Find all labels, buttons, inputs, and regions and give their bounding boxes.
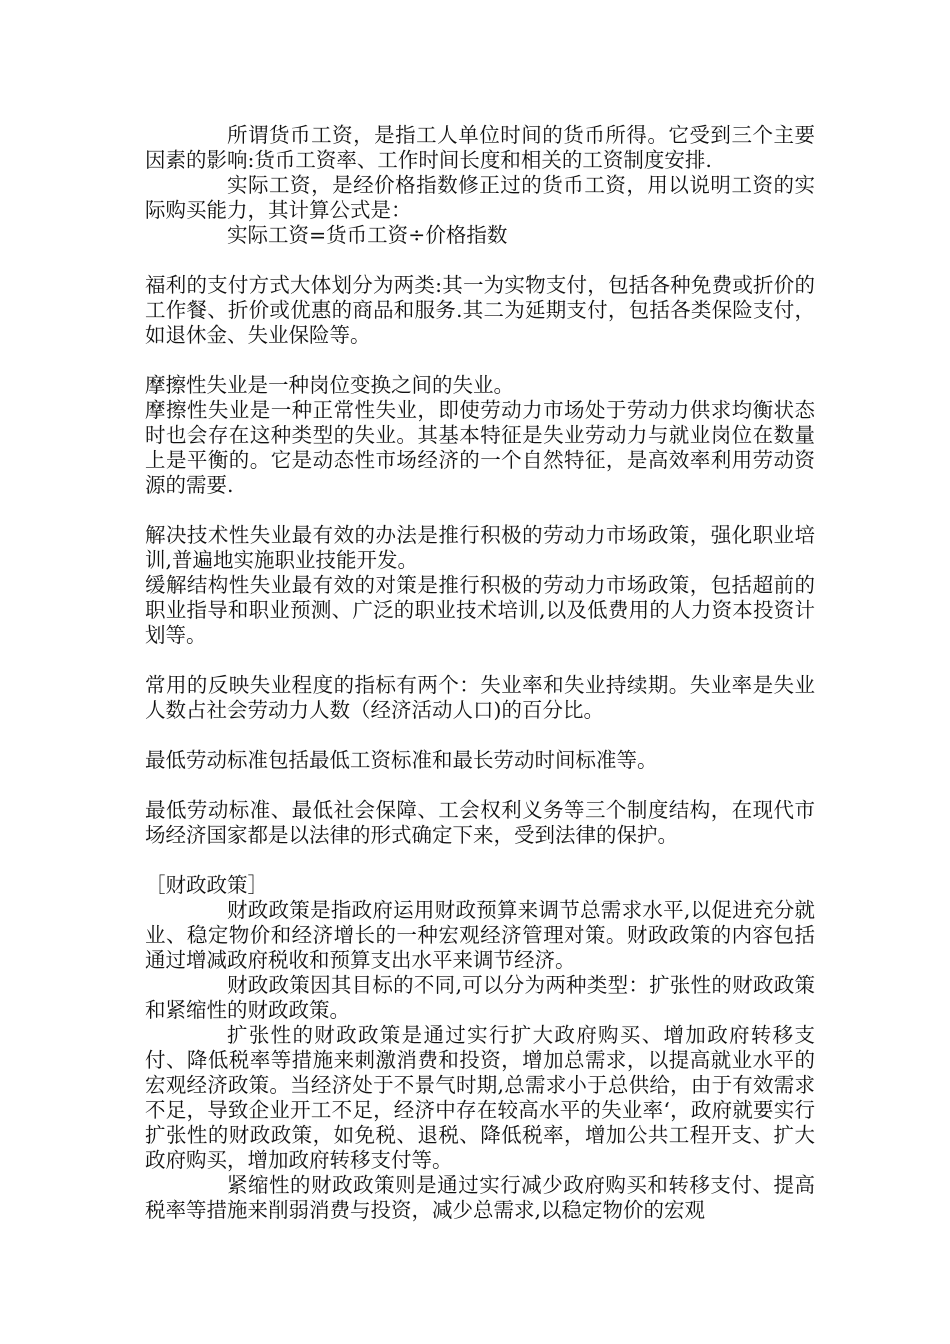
blank-line [145,248,815,273]
blank-line [145,648,815,673]
paragraph-real-wage: 实际工资，是经价格指数修正过的货币工资，用以说明工资的实际购买能力，其计算公式是： [145,173,815,222]
blank-line [145,498,815,523]
paragraph-structural-unemployment: 缓解结构性失业最有效的对策是推行积极的劳动力市场政策，包括超前的职业指导和职业预测、广泛的职业技术培训,以及低费用的人力资本投资计划等。 [145,573,815,647]
paragraph-technical-unemployment: 解决技术性失业最有效的办法是推行积极的劳动力市场政策，强化职业培训,普遍地实施职业技能开发。 [145,523,815,572]
paragraph-expansionary-fiscal-policy: 扩张性的财政政策是通过实行扩大政府购买、增加政府转移支付、降低税率等措施来刺激消费和投资，增加总需求，以提高就业水平的宏观经济政策。当经济处于不景气时期,总需求小于总供给，由于有效需求不足，导致企业开工不足，经济中存在较高水平的失业率‘，政府就要实行扩张性的财政政策，如免税、退税、降低税率，增加公共工程开支、扩大政府购买，增加政府转移支付等。 [145,1023,815,1172]
paragraph-frictional-unemployment-features: 摩擦性失业是一种正常性失业，即使劳动力市场处于劳动力供求均衡状态时也会存在这种类型的失业。其基本特征是失业劳动力与就业岗位在数量上是平衡的。它是动态性市场经济的一个自然特征，是高效率利用劳动资源的需要. [145,398,815,497]
blank-line [145,723,815,748]
section-heading-fiscal-policy: ［财政政策］ [145,873,268,897]
blank-line [145,848,815,873]
paragraph-fiscal-policy-types: 财政政策因其目标的不同,可以分为两种类型：扩张性的财政政策和紧缩性的财政政策。 [145,973,815,1022]
blank-line [145,773,815,798]
document-body [145,123,815,1223]
paragraph-welfare-payment: 福利的支付方式大体划分为两类:其一为实物支付，包括各种免费或折价的工作餐、折价或优惠的商品和服务.其二为延期支付，包括各类保险支付，如退休金、失业保险等。 [145,273,815,347]
paragraph-contractionary-fiscal-policy: 紧缩性的财政政策则是通过实行减少政府购买和转移支付、提高税率等措施来削弱消费与投资，减少总需求,以稳定物价的宏观 [145,1173,815,1222]
paragraph-fiscal-policy-definition: 财政政策是指政府运用财政预算来调节总需求水平,以促进充分就业、稳定物价和经济增长的一种宏观经济管理对策。财政政策的内容包括通过增减政府税收和预算支出水平来调节经济。 [145,898,815,972]
paragraph-money-wage: 所谓货币工资，是指工人单位时间的货币所得。它受到三个主要因素的影响:货币工资率、工作时间长度和相关的工资制度安排. [145,123,815,172]
formula-real-wage: 实际工资=货币工资÷价格指数 [227,223,508,247]
paragraph-unemployment-indicators: 常用的反映失业程度的指标有两个：失业率和失业持续期。失业率是失业人数占社会劳动力人数（经济活动人口)的百分比。 [145,673,815,722]
paragraph-minimum-labor-standards: 最低劳动标准包括最低工资标准和最长劳动时间标准等。 [145,748,658,772]
blank-line [145,348,815,373]
paragraph-institutional-structures: 最低劳动标准、最低社会保障、工会权利义务等三个制度结构，在现代市场经济国家都是以法律的形式确定下来，受到法律的保护。 [145,798,815,847]
paragraph-frictional-unemployment-definition: 摩擦性失业是一种岗位变换之间的失业。 [145,373,514,397]
